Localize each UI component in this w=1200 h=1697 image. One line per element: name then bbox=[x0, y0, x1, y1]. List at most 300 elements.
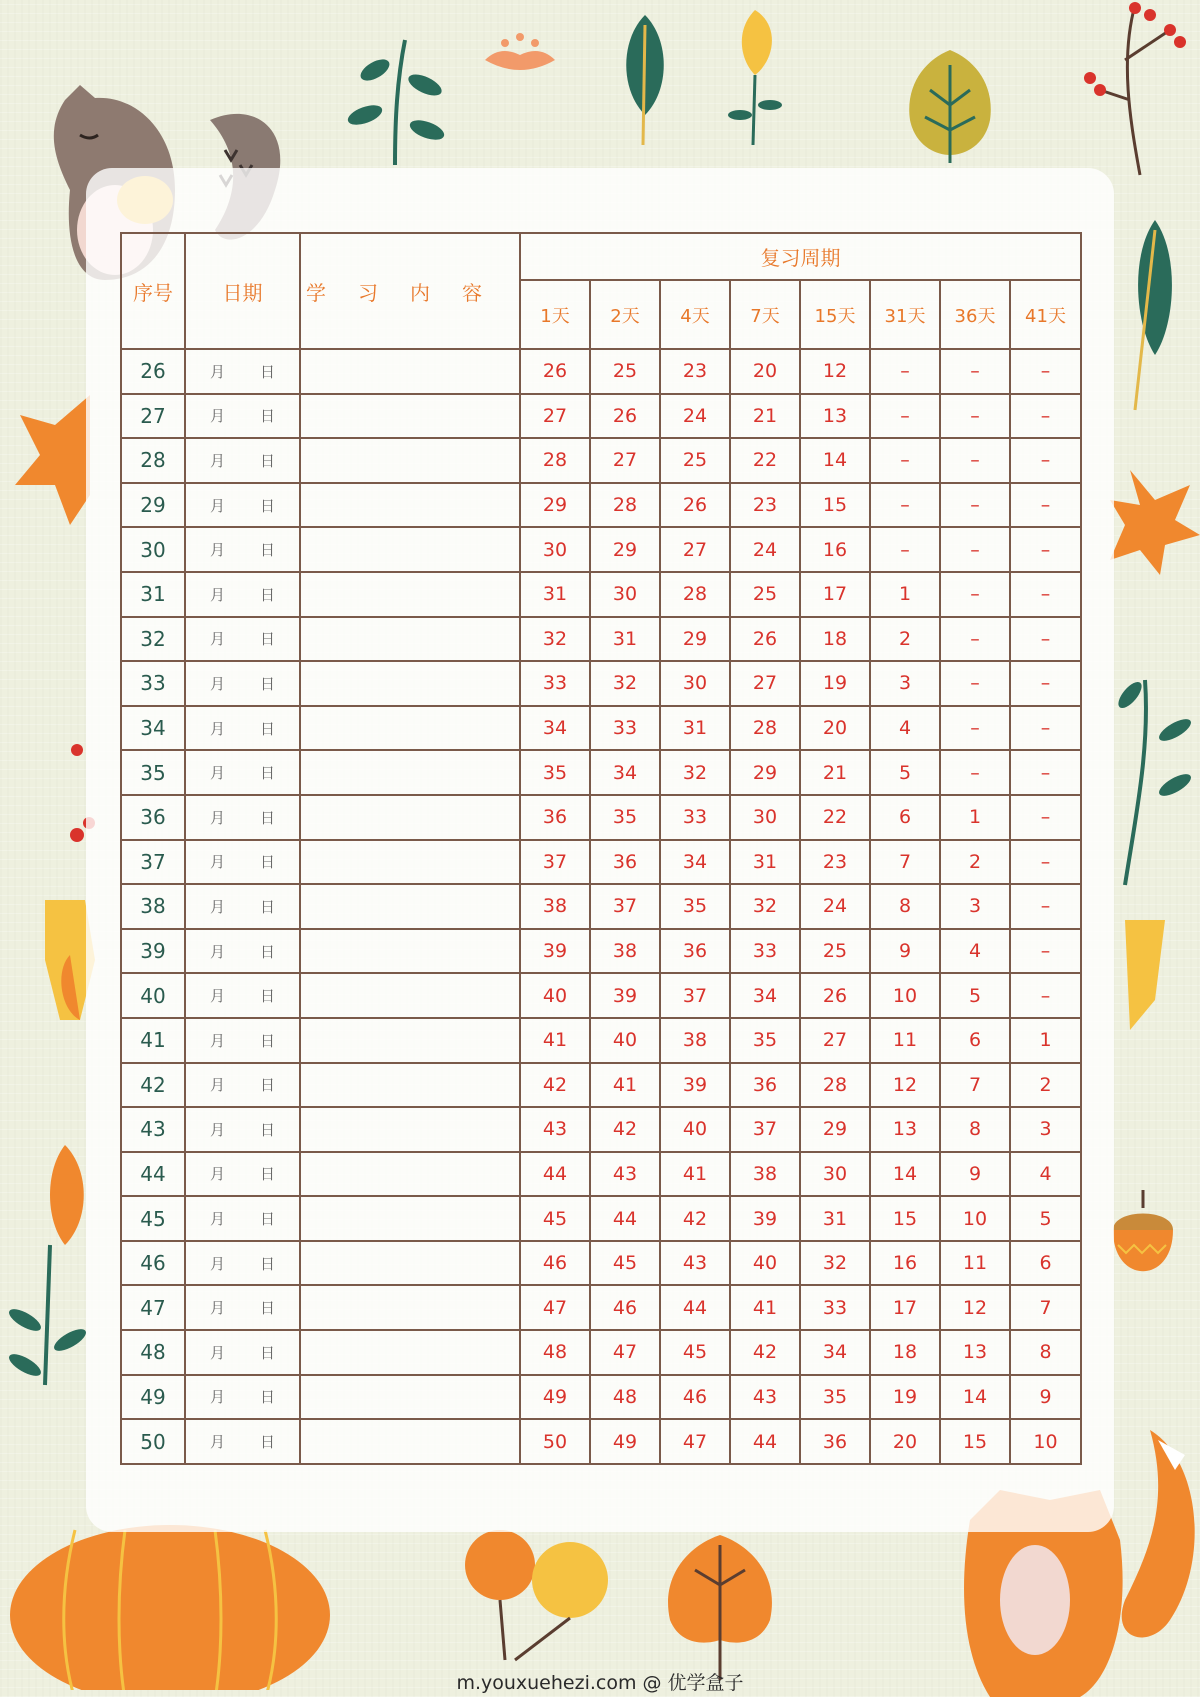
review-cell: 41 bbox=[660, 1152, 730, 1197]
review-cell: – bbox=[1010, 572, 1081, 617]
review-cell: 35 bbox=[590, 795, 660, 840]
table-row bbox=[121, 750, 1081, 795]
review-cell: 5 bbox=[1010, 1196, 1081, 1241]
review-cell: 40 bbox=[520, 973, 590, 1018]
acorn-icon bbox=[1108, 1190, 1178, 1290]
review-cell: 23 bbox=[730, 483, 800, 528]
review-cell: 24 bbox=[660, 394, 730, 439]
header-date: 日期 bbox=[185, 233, 300, 349]
content-cell[interactable] bbox=[300, 1152, 520, 1197]
review-cell: 24 bbox=[730, 527, 800, 572]
review-cell: 29 bbox=[590, 527, 660, 572]
review-cell: 39 bbox=[520, 929, 590, 974]
review-cell: 34 bbox=[590, 750, 660, 795]
review-cell: 30 bbox=[660, 661, 730, 706]
content-cell[interactable] bbox=[300, 617, 520, 662]
content-cell[interactable] bbox=[300, 438, 520, 483]
review-cell: – bbox=[1010, 706, 1081, 751]
day-label: 日 bbox=[259, 362, 275, 381]
review-cell: 35 bbox=[730, 1018, 800, 1063]
review-cell: 46 bbox=[590, 1285, 660, 1330]
day-label: 日 bbox=[259, 942, 275, 961]
review-cell: 31 bbox=[590, 617, 660, 662]
date-cell[interactable] bbox=[185, 1107, 300, 1152]
review-cell: 23 bbox=[800, 840, 870, 885]
day-label: 日 bbox=[259, 719, 275, 738]
review-cell: 34 bbox=[730, 973, 800, 1018]
review-cell: – bbox=[870, 394, 940, 439]
month-label: 月 bbox=[209, 362, 225, 381]
table-row bbox=[121, 483, 1081, 528]
review-cell: 17 bbox=[870, 1285, 940, 1330]
review-cell: 32 bbox=[730, 884, 800, 929]
review-cell: 36 bbox=[520, 795, 590, 840]
review-cell: 36 bbox=[800, 1419, 870, 1464]
maple-leaf-icon bbox=[15, 385, 90, 535]
header-day: 31天 bbox=[870, 280, 940, 349]
review-cell: 26 bbox=[590, 394, 660, 439]
review-cell: 47 bbox=[660, 1419, 730, 1464]
review-cell: 14 bbox=[800, 438, 870, 483]
seq-cell: 41 bbox=[121, 1018, 185, 1063]
review-cell: 15 bbox=[940, 1419, 1010, 1464]
review-cell: 9 bbox=[1010, 1375, 1081, 1420]
seq-cell: 50 bbox=[121, 1419, 185, 1464]
header-day: 1天 bbox=[520, 280, 590, 349]
review-cell: 12 bbox=[940, 1285, 1010, 1330]
content-cell[interactable] bbox=[300, 349, 520, 394]
day-label: 日 bbox=[259, 1299, 275, 1318]
content-cell[interactable] bbox=[300, 1375, 520, 1420]
date-cell[interactable] bbox=[185, 349, 300, 394]
table-row bbox=[121, 394, 1081, 439]
review-cell: 42 bbox=[730, 1330, 800, 1375]
review-cell: 20 bbox=[730, 349, 800, 394]
table-row bbox=[121, 973, 1081, 1018]
review-cell: 36 bbox=[590, 840, 660, 885]
seq-cell: 27 bbox=[121, 394, 185, 439]
review-cell: 3 bbox=[870, 661, 940, 706]
content-cell[interactable] bbox=[300, 1285, 520, 1330]
header-day: 4天 bbox=[660, 280, 730, 349]
content-cell[interactable] bbox=[300, 750, 520, 795]
review-cell: 35 bbox=[800, 1375, 870, 1420]
flower-icon bbox=[480, 25, 560, 75]
header-day: 36天 bbox=[940, 280, 1010, 349]
table-row bbox=[121, 1196, 1081, 1241]
content-cell[interactable] bbox=[300, 706, 520, 751]
month-label: 月 bbox=[209, 674, 225, 693]
review-cell: 21 bbox=[800, 750, 870, 795]
content-cell[interactable] bbox=[300, 1018, 520, 1063]
seq-cell: 29 bbox=[121, 483, 185, 528]
seq-cell: 32 bbox=[121, 617, 185, 662]
table-row bbox=[121, 1419, 1081, 1464]
content-cell[interactable] bbox=[300, 394, 520, 439]
table-row bbox=[121, 884, 1081, 929]
leaf-icon bbox=[615, 10, 675, 150]
month-label: 月 bbox=[209, 853, 225, 872]
table-row bbox=[121, 1375, 1081, 1420]
table-body bbox=[121, 349, 1081, 1464]
seq-cell: 38 bbox=[121, 884, 185, 929]
review-cell: 44 bbox=[520, 1152, 590, 1197]
review-cell: 8 bbox=[870, 884, 940, 929]
review-cell: 15 bbox=[800, 483, 870, 528]
review-cell: 30 bbox=[520, 527, 590, 572]
review-cell: – bbox=[940, 394, 1010, 439]
day-label: 日 bbox=[259, 1210, 275, 1229]
review-cell: 1 bbox=[1010, 1018, 1081, 1063]
header-content: 学习内容 bbox=[300, 233, 520, 349]
review-cell: 13 bbox=[800, 394, 870, 439]
review-cell: 12 bbox=[800, 349, 870, 394]
month-label: 月 bbox=[209, 1210, 225, 1229]
review-cell: 27 bbox=[520, 394, 590, 439]
review-cell: 48 bbox=[520, 1330, 590, 1375]
seq-cell: 46 bbox=[121, 1241, 185, 1286]
review-cell: 17 bbox=[800, 572, 870, 617]
month-label: 月 bbox=[209, 987, 225, 1006]
date-cell[interactable] bbox=[185, 1196, 300, 1241]
review-cell: 26 bbox=[520, 349, 590, 394]
seq-cell: 36 bbox=[121, 795, 185, 840]
date-cell[interactable] bbox=[185, 527, 300, 572]
review-cell: 31 bbox=[730, 840, 800, 885]
leaf-icon bbox=[655, 1525, 785, 1685]
date-cell[interactable] bbox=[185, 884, 300, 929]
review-cell: 38 bbox=[520, 884, 590, 929]
day-label: 日 bbox=[259, 1031, 275, 1050]
date-cell[interactable] bbox=[185, 1285, 300, 1330]
date-cell[interactable] bbox=[185, 394, 300, 439]
day-label: 日 bbox=[259, 585, 275, 604]
date-cell[interactable] bbox=[185, 973, 300, 1018]
review-cell: 25 bbox=[800, 929, 870, 974]
review-cell: – bbox=[1010, 617, 1081, 662]
date-cell[interactable] bbox=[185, 706, 300, 751]
content-cell[interactable] bbox=[300, 840, 520, 885]
review-cell: 6 bbox=[870, 795, 940, 840]
seq-cell: 40 bbox=[121, 973, 185, 1018]
review-cell: 25 bbox=[660, 438, 730, 483]
review-cell: 13 bbox=[940, 1330, 1010, 1375]
day-label: 日 bbox=[259, 1165, 275, 1184]
table-row bbox=[121, 840, 1081, 885]
review-cell: – bbox=[1010, 349, 1081, 394]
date-cell[interactable] bbox=[185, 438, 300, 483]
review-cell: 12 bbox=[870, 1063, 940, 1108]
seq-cell: 28 bbox=[121, 438, 185, 483]
date-cell[interactable] bbox=[185, 1018, 300, 1063]
day-label: 日 bbox=[259, 1076, 275, 1095]
header-review-cycle: 复习周期 bbox=[520, 233, 1081, 280]
table-row bbox=[121, 572, 1081, 617]
review-cell: 15 bbox=[870, 1196, 940, 1241]
day-label: 日 bbox=[259, 496, 275, 515]
content-cell[interactable] bbox=[300, 884, 520, 929]
review-cell: – bbox=[940, 661, 1010, 706]
seq-cell: 33 bbox=[121, 661, 185, 706]
date-cell[interactable] bbox=[185, 1241, 300, 1286]
review-cell: 30 bbox=[590, 572, 660, 617]
review-cell: 6 bbox=[1010, 1241, 1081, 1286]
review-cell: 45 bbox=[520, 1196, 590, 1241]
review-cell: 22 bbox=[800, 795, 870, 840]
review-cell: 44 bbox=[660, 1285, 730, 1330]
review-cell: 24 bbox=[800, 884, 870, 929]
review-cell: 46 bbox=[660, 1375, 730, 1420]
table-row bbox=[121, 527, 1081, 572]
review-cell: – bbox=[870, 438, 940, 483]
review-cell: 23 bbox=[660, 349, 730, 394]
month-label: 月 bbox=[209, 496, 225, 515]
review-cell: 22 bbox=[730, 438, 800, 483]
review-cell: – bbox=[940, 617, 1010, 662]
date-cell[interactable] bbox=[185, 1063, 300, 1108]
acorn-icon bbox=[455, 1515, 615, 1665]
table-row bbox=[121, 1063, 1081, 1108]
content-cell[interactable] bbox=[300, 1241, 520, 1286]
table-row bbox=[121, 438, 1081, 483]
content-cell[interactable] bbox=[300, 572, 520, 617]
review-cell: – bbox=[870, 527, 940, 572]
day-label: 日 bbox=[259, 853, 275, 872]
review-cell: 27 bbox=[730, 661, 800, 706]
date-cell[interactable] bbox=[185, 750, 300, 795]
review-cell: 37 bbox=[660, 973, 730, 1018]
leaf-icon bbox=[335, 30, 455, 170]
review-cell: 1 bbox=[940, 795, 1010, 840]
review-cell: – bbox=[940, 750, 1010, 795]
review-cell: 49 bbox=[590, 1419, 660, 1464]
header-day: 15天 bbox=[800, 280, 870, 349]
date-cell[interactable] bbox=[185, 795, 300, 840]
review-cell: 32 bbox=[590, 661, 660, 706]
review-cell: 2 bbox=[1010, 1063, 1081, 1108]
date-cell[interactable] bbox=[185, 661, 300, 706]
header-day: 7天 bbox=[730, 280, 800, 349]
date-cell[interactable] bbox=[185, 1330, 300, 1375]
review-cell: 10 bbox=[1010, 1419, 1081, 1464]
day-label: 日 bbox=[259, 407, 275, 426]
review-cell: 32 bbox=[660, 750, 730, 795]
review-cell: 28 bbox=[590, 483, 660, 528]
review-cell: 33 bbox=[590, 706, 660, 751]
review-cell: 32 bbox=[800, 1241, 870, 1286]
leaf-icon bbox=[1115, 215, 1185, 415]
month-label: 月 bbox=[209, 1254, 225, 1273]
review-cell: – bbox=[1010, 527, 1081, 572]
content-cell[interactable] bbox=[300, 795, 520, 840]
review-cell: 45 bbox=[660, 1330, 730, 1375]
date-cell[interactable] bbox=[185, 1152, 300, 1197]
content-cell[interactable] bbox=[300, 929, 520, 974]
review-cell: 41 bbox=[590, 1063, 660, 1108]
review-cell: 37 bbox=[590, 884, 660, 929]
month-label: 月 bbox=[209, 1343, 225, 1362]
review-schedule-table bbox=[120, 232, 1082, 1465]
review-cell: 5 bbox=[870, 750, 940, 795]
review-cell: 49 bbox=[520, 1375, 590, 1420]
berry-branch-icon bbox=[1080, 0, 1190, 180]
table-row bbox=[121, 795, 1081, 840]
month-label: 月 bbox=[209, 1076, 225, 1095]
review-cell: 9 bbox=[940, 1152, 1010, 1197]
day-label: 日 bbox=[259, 987, 275, 1006]
day-label: 日 bbox=[259, 674, 275, 693]
review-cell: 7 bbox=[870, 840, 940, 885]
date-cell[interactable] bbox=[185, 1375, 300, 1420]
review-cell: 38 bbox=[590, 929, 660, 974]
review-cell: 29 bbox=[730, 750, 800, 795]
review-cell: 48 bbox=[590, 1375, 660, 1420]
review-cell: 3 bbox=[940, 884, 1010, 929]
review-cell: 1 bbox=[870, 572, 940, 617]
review-cell: 33 bbox=[730, 929, 800, 974]
day-label: 日 bbox=[259, 1254, 275, 1273]
review-cell: 25 bbox=[730, 572, 800, 617]
table-row bbox=[121, 617, 1081, 662]
seq-cell: 43 bbox=[121, 1107, 185, 1152]
content-cell[interactable] bbox=[300, 1107, 520, 1152]
review-cell: 46 bbox=[520, 1241, 590, 1286]
date-cell[interactable] bbox=[185, 929, 300, 974]
leaf-icon bbox=[715, 5, 795, 150]
review-cell: 2 bbox=[940, 840, 1010, 885]
maple-leaf-icon bbox=[1110, 465, 1200, 575]
month-label: 月 bbox=[209, 719, 225, 738]
seq-cell: 42 bbox=[121, 1063, 185, 1108]
month-label: 月 bbox=[209, 541, 225, 560]
date-cell[interactable] bbox=[185, 572, 300, 617]
content-cell[interactable] bbox=[300, 661, 520, 706]
review-cell: 34 bbox=[520, 706, 590, 751]
day-label: 日 bbox=[259, 897, 275, 916]
table-row bbox=[121, 1241, 1081, 1286]
day-label: 日 bbox=[259, 1433, 275, 1452]
review-cell: – bbox=[940, 438, 1010, 483]
review-cell: 11 bbox=[940, 1241, 1010, 1286]
review-cell: 31 bbox=[800, 1196, 870, 1241]
leaf-icon bbox=[895, 45, 1005, 165]
review-cell: 4 bbox=[870, 706, 940, 751]
review-cell: 47 bbox=[520, 1285, 590, 1330]
leaf-icon bbox=[1110, 920, 1170, 1030]
review-cell: – bbox=[1010, 750, 1081, 795]
content-cell[interactable] bbox=[300, 1063, 520, 1108]
review-cell: 20 bbox=[870, 1419, 940, 1464]
review-cell: – bbox=[940, 706, 1010, 751]
review-cell: 16 bbox=[800, 527, 870, 572]
review-cell: 18 bbox=[870, 1330, 940, 1375]
day-label: 日 bbox=[259, 541, 275, 560]
review-cell: – bbox=[940, 572, 1010, 617]
month-label: 月 bbox=[209, 1299, 225, 1318]
day-label: 日 bbox=[259, 630, 275, 649]
content-cell[interactable] bbox=[300, 1196, 520, 1241]
leaf-icon bbox=[5, 1140, 95, 1390]
review-cell: 19 bbox=[800, 661, 870, 706]
review-cell: 3 bbox=[1010, 1107, 1081, 1152]
review-cell: 35 bbox=[660, 884, 730, 929]
seq-cell: 31 bbox=[121, 572, 185, 617]
review-cell: 5 bbox=[940, 973, 1010, 1018]
month-label: 月 bbox=[209, 764, 225, 783]
seq-cell: 39 bbox=[121, 929, 185, 974]
content-cell[interactable] bbox=[300, 483, 520, 528]
month-label: 月 bbox=[209, 897, 225, 916]
review-cell: 27 bbox=[660, 527, 730, 572]
review-cell: 19 bbox=[870, 1375, 940, 1420]
review-cell: 29 bbox=[520, 483, 590, 528]
review-cell: 4 bbox=[940, 929, 1010, 974]
day-label: 日 bbox=[259, 451, 275, 470]
review-cell: 43 bbox=[730, 1375, 800, 1420]
review-cell: 34 bbox=[800, 1330, 870, 1375]
table-row bbox=[121, 661, 1081, 706]
content-cell[interactable] bbox=[300, 1330, 520, 1375]
review-cell: 8 bbox=[1010, 1330, 1081, 1375]
review-cell: 47 bbox=[590, 1330, 660, 1375]
seq-cell: 44 bbox=[121, 1152, 185, 1197]
day-label: 日 bbox=[259, 1388, 275, 1407]
review-cell: 42 bbox=[590, 1107, 660, 1152]
review-cell: 31 bbox=[660, 706, 730, 751]
review-cell: 30 bbox=[800, 1152, 870, 1197]
review-cell: 39 bbox=[590, 973, 660, 1018]
review-cell: 14 bbox=[870, 1152, 940, 1197]
date-cell[interactable] bbox=[185, 483, 300, 528]
month-label: 月 bbox=[209, 808, 225, 827]
review-cell: 44 bbox=[590, 1196, 660, 1241]
review-cell: – bbox=[940, 349, 1010, 394]
review-cell: 41 bbox=[730, 1285, 800, 1330]
review-cell: 27 bbox=[590, 438, 660, 483]
seq-cell: 26 bbox=[121, 349, 185, 394]
content-cell[interactable] bbox=[300, 1419, 520, 1464]
content-cell[interactable] bbox=[300, 527, 520, 572]
date-cell[interactable] bbox=[185, 617, 300, 662]
month-label: 月 bbox=[209, 1388, 225, 1407]
table-row bbox=[121, 1330, 1081, 1375]
review-cell: 37 bbox=[730, 1107, 800, 1152]
review-cell: – bbox=[1010, 884, 1081, 929]
review-cell: – bbox=[1010, 973, 1081, 1018]
review-cell: 27 bbox=[800, 1018, 870, 1063]
review-cell: 13 bbox=[870, 1107, 940, 1152]
month-label: 月 bbox=[209, 1031, 225, 1050]
review-cell: – bbox=[1010, 483, 1081, 528]
seq-cell: 49 bbox=[121, 1375, 185, 1420]
review-cell: 40 bbox=[590, 1018, 660, 1063]
review-cell: 33 bbox=[660, 795, 730, 840]
table-row bbox=[121, 1152, 1081, 1197]
month-label: 月 bbox=[209, 1165, 225, 1184]
review-cell: 43 bbox=[520, 1107, 590, 1152]
review-cell: 16 bbox=[870, 1241, 940, 1286]
table-row bbox=[121, 706, 1081, 751]
review-cell: 40 bbox=[730, 1241, 800, 1286]
content-cell[interactable] bbox=[300, 973, 520, 1018]
date-cell[interactable] bbox=[185, 1419, 300, 1464]
date-cell[interactable] bbox=[185, 840, 300, 885]
table-row bbox=[121, 1285, 1081, 1330]
header-day: 2天 bbox=[590, 280, 660, 349]
review-cell: 20 bbox=[800, 706, 870, 751]
table-row bbox=[121, 1107, 1081, 1152]
day-label: 日 bbox=[259, 1120, 275, 1139]
